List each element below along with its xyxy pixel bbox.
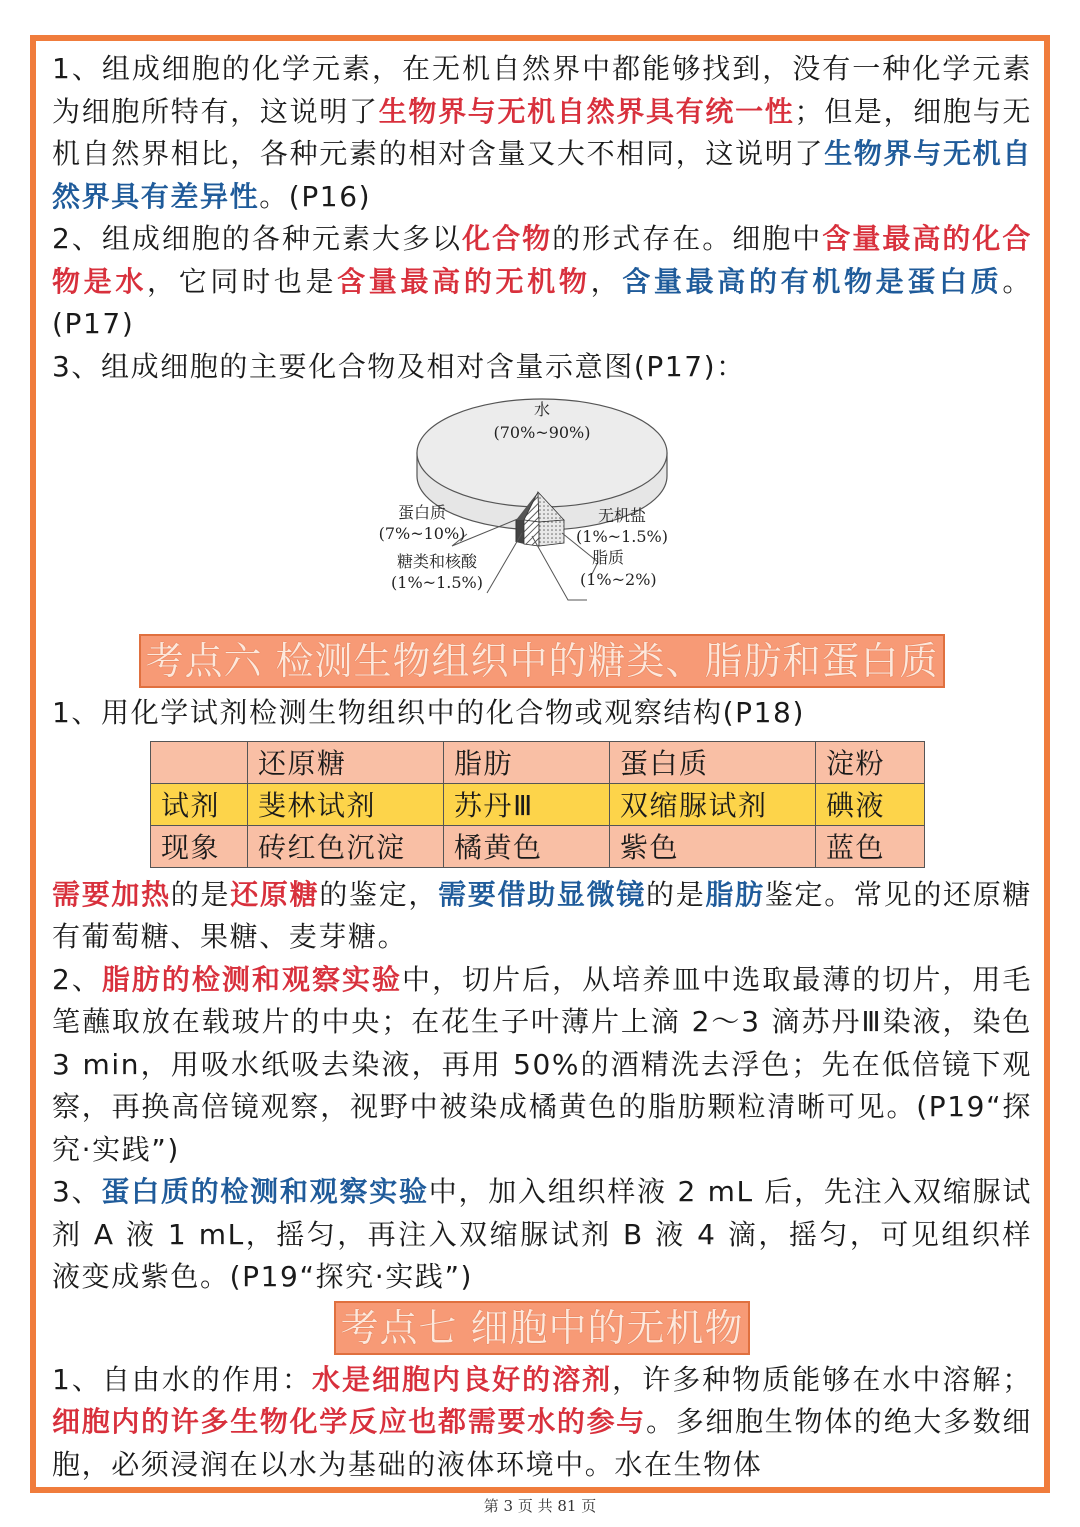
table-cell: 橘黄色 (444, 825, 610, 867)
text: 1、组成细胞的化学元素，在无机自然界中都能够找到，没有一种化学元素为细胞所特有，这说明了 (52, 52, 1032, 128)
table-cell: 紫色 (610, 825, 816, 867)
table-row (151, 783, 925, 825)
text: ，许多种物质能够在水中溶解； (612, 1362, 1033, 1396)
highlight: 需要借助显微镜 (438, 877, 647, 911)
heading-text: 考点六 检测生物组织中的糖类、脂肪和蛋白质 (139, 634, 944, 688)
table-header-row (151, 741, 925, 783)
label-lipid-range: (1%~2%) (580, 570, 657, 589)
text: 2、组成细胞的各种元素大多以 (52, 222, 463, 255)
highlight: 脂肪的检测和观察实验 (101, 962, 403, 996)
label-salt: 无机盐 (597, 506, 647, 525)
text: 2、 (52, 962, 102, 996)
slice-front (524, 520, 539, 546)
text: 3、 (52, 1175, 102, 1208)
text: 中，加入组织样液 2 mL 后，先注入双缩脲试剂 A 液 1 mL，摇匀，再注入双缩脲试剂 B 液 4 滴，摇匀，可见组织样液变成紫色。(P19“探究·实践”) (52, 1175, 1032, 1293)
highlight-unity: 生物界与无机自然界具有统一性 (378, 94, 795, 128)
label-protein-range: (7%~10%) (378, 524, 466, 543)
table-cell: 脂肪 (444, 741, 610, 783)
table-cell: 碘液 (816, 783, 925, 825)
paragraph-heating-note (52, 874, 1032, 959)
compound-pie-diagram (342, 388, 672, 632)
table-cell: 蛋白质 (610, 741, 816, 783)
paragraph-free-water (52, 1359, 1032, 1487)
text: 。(P16) (259, 179, 372, 213)
slice-front (539, 520, 564, 546)
highlight: 细胞内的许多生物化学反应也都需要水的参与 (52, 1405, 646, 1438)
label-water-range: (70%~90%) (493, 423, 591, 442)
highlight: 蛋白质的检测和观察实验 (101, 1175, 429, 1208)
text: 1、自由水的作用： (52, 1362, 312, 1396)
section-heading-7 (52, 1301, 1032, 1355)
text: 。多细胞生物体的绝大多数细胞，必须浸润在以水为基础的液体环境中。水在生物体 (52, 1405, 1032, 1481)
highlight: 还原糖 (230, 877, 320, 911)
highlight: 含量最高的化合物是水 (52, 222, 1033, 298)
label-water: 水 (533, 400, 551, 419)
reagent-table (150, 741, 925, 868)
table-cell: 苏丹Ⅲ (444, 783, 610, 825)
highlight: 脂肪 (705, 877, 765, 911)
table-cell: 砖红色沉淀 (248, 825, 444, 867)
heading-text: 考点七 细胞中的无机物 (334, 1301, 749, 1355)
table-cell: 还原糖 (248, 741, 444, 783)
leader-sugar (487, 533, 522, 593)
highlight-difference: 生物界与无机自然界具有差异性 (52, 137, 1033, 213)
text: 鉴定。常见的还原糖有葡萄糖、果糖、麦芽糖。 (52, 877, 1033, 953)
pie-figure (52, 388, 1032, 632)
table-cell: 现象 (151, 825, 248, 867)
label-protein: 蛋白质 (397, 503, 447, 522)
table-cell: 双缩脲试剂 (610, 783, 816, 825)
label-sugar-range: (1%~1.5%) (391, 573, 483, 592)
text: 。(P17) (52, 264, 1032, 340)
table-cell: 斐林试剂 (248, 783, 444, 825)
table-cell (151, 741, 248, 783)
paragraph-elements-unity (52, 48, 1032, 218)
label-lipid: 脂质 (592, 548, 625, 567)
paragraph-table-intro: 1、用化学试剂检测生物组织中的化合物或观察结构(P18) (52, 696, 805, 729)
section-heading-6 (52, 634, 1032, 688)
table-cell: 淀粉 (816, 741, 925, 783)
highlight: 水是细胞内良好的溶剂 (311, 1362, 613, 1396)
highlight: 含量最高的有机物是蛋白质 (622, 264, 1003, 298)
text: 中，切片后，从培养皿中选取最薄的切片，用毛笔蘸取放在载玻片的中央；在花生子叶薄片上滴 2～3 滴苏丹Ⅲ染液，染色 3 min，用吸水纸吸去染液，再用 50%的酒精洗去浮色；先在低倍镜下观察，再换高倍镜观察，视野中被染成橘黄色的脂肪颗粒清晰可见。(P19“探究·实践”) (52, 962, 1032, 1166)
text: ， (590, 264, 623, 298)
paragraph-compounds (52, 218, 1032, 346)
paragraph-protein-experiment (52, 1171, 1032, 1299)
table-cell: 试剂 (151, 783, 248, 825)
highlight: 含量最高的无机物 (337, 264, 591, 298)
highlight: 需要加热 (52, 877, 171, 911)
text: ，它同时也是 (147, 264, 338, 298)
text: 的是 (646, 877, 706, 911)
text: 的形式存在。细胞中 (552, 222, 823, 255)
table-row (151, 825, 925, 867)
label-salt-range: (1%~1.5%) (576, 527, 668, 546)
text: 的是 (170, 877, 231, 911)
label-sugar-nucleic: 糖类和核酸 (396, 552, 478, 571)
paragraph-figure-caption: 3、组成细胞的主要化合物及相对含量示意图(P17)： (52, 349, 746, 383)
table-cell: 蓝色 (816, 825, 925, 867)
paragraph-fat-experiment (52, 959, 1032, 1172)
text: ；但是，细胞与无机自然界相比，各种元素的相对含量又大不相同，这说明了 (52, 94, 1032, 170)
page-number: 第 3 页 共 81 页 (483, 1497, 597, 1515)
text: 的鉴定， (319, 877, 439, 911)
highlight: 化合物 (462, 222, 553, 255)
page-content (52, 48, 1032, 1486)
